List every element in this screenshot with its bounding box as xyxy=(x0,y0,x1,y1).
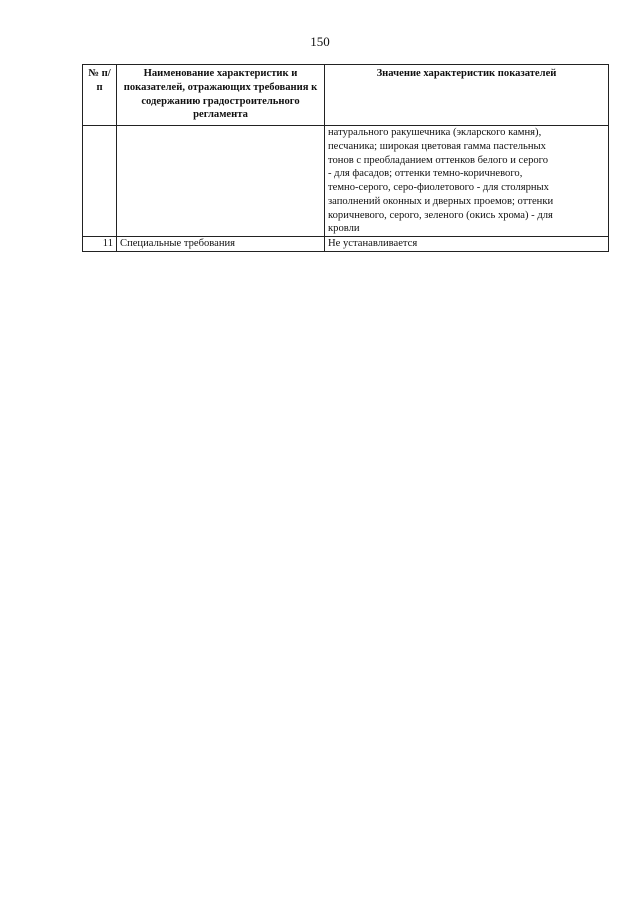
page-number: 150 xyxy=(310,34,330,49)
value-line: песчаника; широкая цветовая гамма пастельных xyxy=(328,140,546,152)
header-number: № п/п xyxy=(83,65,117,126)
value-line: кровли xyxy=(328,223,360,235)
value-line: темно-серого, серо-фиолетового - для столярных xyxy=(328,182,549,194)
table-row-11 xyxy=(83,237,609,252)
cell-name: Специальные требования xyxy=(117,237,325,252)
cell-name xyxy=(117,126,325,237)
value-line: - для фасадов; оттенки темно-коричневого, xyxy=(328,168,523,180)
table-header-row xyxy=(83,65,609,126)
table-row-continuation xyxy=(83,126,609,237)
cell-value xyxy=(325,126,609,237)
regulation-table xyxy=(82,64,609,252)
header-characteristic-value: Значение характеристик показателей xyxy=(325,65,609,126)
value-line: тонов с преобладанием оттенков белого и серого xyxy=(328,154,549,166)
cell-number xyxy=(83,126,117,237)
cell-value: Не устанавливается xyxy=(325,237,609,252)
cell-number: 11 xyxy=(83,237,117,252)
value-line: заполнений оконных и дверных проемов; оттенки xyxy=(328,195,554,207)
value-line: коричневого, серого, зеленого (окись хрома) - для xyxy=(328,209,553,221)
header-characteristic-name: Наименование характеристик и показателей, отражающих требования к содержанию градостроительного регламента xyxy=(117,65,325,126)
value-line: натурального ракушечника (экларского камня), xyxy=(328,127,542,139)
